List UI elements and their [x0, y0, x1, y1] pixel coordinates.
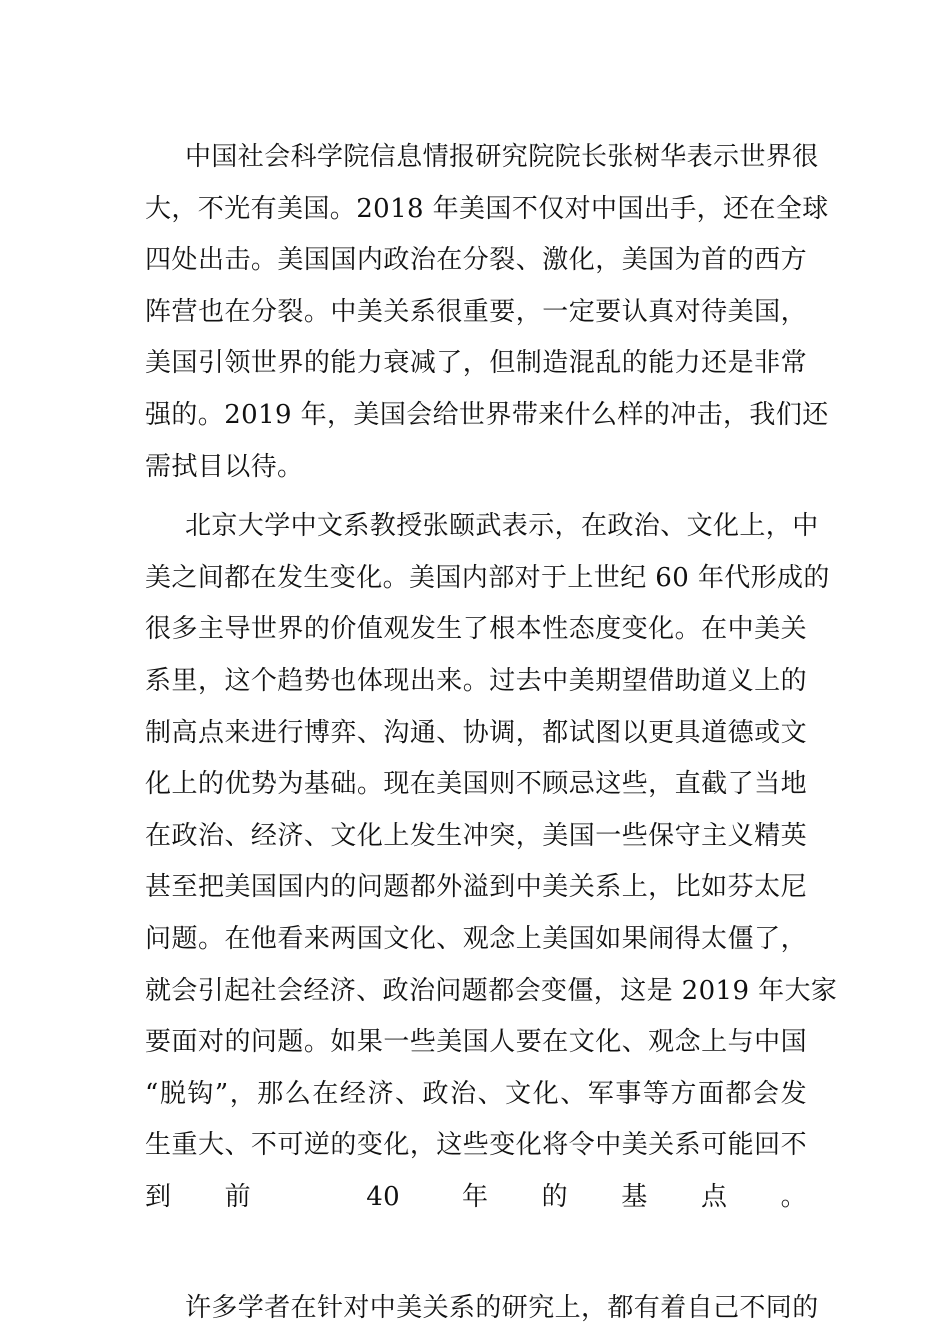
- paragraph-3: [145, 1283, 819, 1335]
- paragraph-line: 在政治、经济、文化上发生冲突，美国一些保守主义精英: [145, 820, 807, 851]
- paragraph-line: 到前 40 年的基点。: [145, 1181, 807, 1212]
- paragraph-line: 美之间都在发生变化。美国内部对于上世纪 60 年代形成的: [145, 562, 830, 593]
- paragraph-line: 问题。在他看来两国文化、观念上美国如果闹得太僵了，: [145, 923, 807, 954]
- paragraph-1: [145, 132, 829, 493]
- paragraph-line: 许多学者在针对中美关系的研究上，都有着自己不同的: [185, 1293, 819, 1324]
- paragraph-line: 四处出击。美国国内政治在分裂、激化，美国为首的西方: [145, 245, 807, 276]
- paragraph-line: “脱钩”，那么在经济、政治、文化、军事等方面都会发: [145, 1078, 807, 1109]
- paragraph-line: 阵营也在分裂。中美关系很重要，一定要认真对待美国，: [145, 296, 807, 327]
- paragraph-line: 化上的优势为基础。现在美国则不顾忌这些，直截了当地: [145, 769, 807, 800]
- paragraph-line: 制高点来进行博弈、沟通、协调，都试图以更具道德或文: [145, 717, 807, 748]
- paragraph-line: 生重大、不可逆的变化，这些变化将令中美关系可能回不: [145, 1130, 807, 1161]
- paragraph-line: [145, 1223, 807, 1275]
- paragraph-spacer: [145, 493, 807, 501]
- paragraph-line: 北京大学中文系教授张颐武表示，在政治、文化上，中: [185, 511, 819, 542]
- paragraph-spacer: [145, 1275, 807, 1283]
- paragraph-2: [145, 501, 838, 1275]
- paragraph-line: 大，不光有美国。2018 年美国不仅对中国出手，还在全球: [145, 193, 829, 224]
- document-body: [145, 132, 838, 1335]
- paragraph-line: 很多主导世界的价值观发生了根本性态度变化。在中美关: [145, 614, 807, 645]
- paragraph-line: 要面对的问题。如果一些美国人要在文化、观念上与中国: [145, 1027, 807, 1058]
- paragraph-line: 强的。2019 年，美国会给世界带来什么样的冲击，我们还: [145, 399, 829, 430]
- paragraph-line: 需拭目以待。: [145, 451, 304, 482]
- paragraph-line: 中国社会科学院信息情报研究院院长张树华表示世界很: [185, 142, 819, 172]
- paragraph-line: 就会引起社会经济、政治问题都会变僵，这是 2019 年大家: [145, 975, 838, 1006]
- paragraph-line: 甚至把美国国内的问题都外溢到中美关系上，比如芬太尼: [145, 872, 807, 903]
- paragraph-line: 系里，这个趋势也体现出来。过去中美期望借助道义上的: [145, 665, 807, 696]
- paragraph-line: 美国引领世界的能力衰减了，但制造混乱的能力还是非常: [145, 348, 807, 379]
